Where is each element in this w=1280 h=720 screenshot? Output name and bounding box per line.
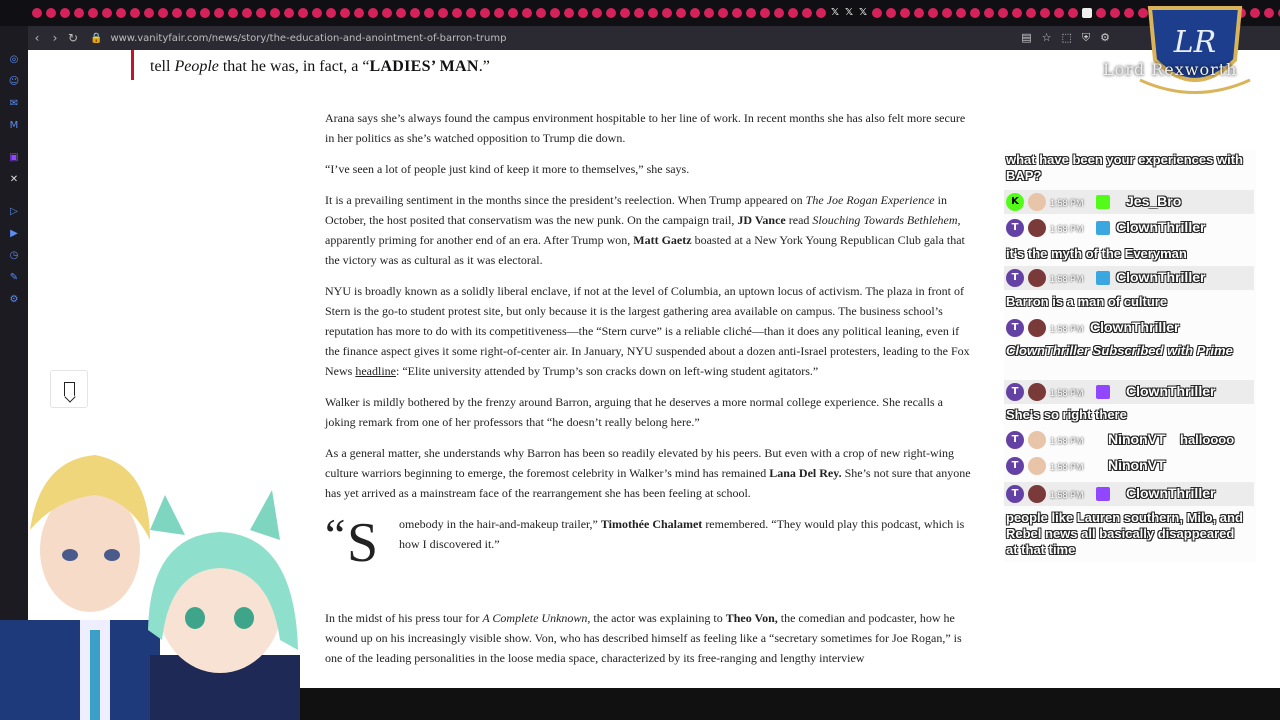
tab-favicon-icon[interactable] xyxy=(88,8,98,18)
paragraph: “I’ve seen a lot of people just kind of keep it more to themselves,” she says. xyxy=(325,162,690,176)
tab-favicon-icon[interactable] xyxy=(116,8,126,18)
tab-favicon-icon[interactable] xyxy=(1054,8,1064,18)
tab-favicon-icon[interactable] xyxy=(1096,8,1106,18)
tab-favicon-icon[interactable] xyxy=(228,8,238,18)
tab-favicon-icon[interactable] xyxy=(200,8,210,18)
twitch-icon: T xyxy=(1006,319,1024,337)
sidebar-twitch-icon[interactable]: ▣ xyxy=(9,152,19,163)
tab-favicon-icon[interactable] xyxy=(634,8,644,18)
tab-favicon-icon[interactable] xyxy=(998,8,1008,18)
tab-favicon-icon[interactable] xyxy=(368,8,378,18)
tab-favicon-icon[interactable] xyxy=(410,8,420,18)
tab-favicon-icon[interactable] xyxy=(508,8,518,18)
tab-favicon-icon[interactable] xyxy=(172,8,182,18)
chat-subscription-text: ClownThriller Subscribed with Prime xyxy=(1006,343,1233,358)
avatar xyxy=(1028,269,1046,287)
tab-favicon-icon[interactable] xyxy=(914,8,924,18)
chat-time: 1:58 PM xyxy=(1050,224,1084,234)
tab-favicon-icon[interactable] xyxy=(186,8,196,18)
avatar xyxy=(1028,383,1046,401)
blonde-avatar xyxy=(0,455,160,720)
paragraph: Arana says she’s always found the campus environment hospitable to her line of work. In recent months she has also felt more secure in her politics as she’s watched opposition to Trump die down. xyxy=(325,111,966,145)
avatar-ear xyxy=(150,495,185,535)
avatar xyxy=(1028,485,1046,503)
tab-favicon-icon[interactable] xyxy=(424,8,434,18)
stream-chat-overlay xyxy=(1004,150,1256,562)
twitch-icon: T xyxy=(1006,269,1024,287)
chat-username: ClownThriller xyxy=(1116,219,1206,235)
avatar-eye xyxy=(234,607,254,629)
vtuber-avatars xyxy=(0,440,310,720)
sidebar-media-icon[interactable]: ▷ xyxy=(10,206,18,217)
paragraph: In the midst of his press tour for A Complete Unknown, the actor was explaining to Theo Von, the comedian and podcaster, how he wound up on his increasingly visible show. Von, who has described himself as feeling like a “secretary sometimes for Joe Rogan,” is one of the leading personalities in the loose media space, characterized by its free-ranging and lengthy interview xyxy=(325,611,962,665)
green-hair-avatar xyxy=(148,490,300,720)
badge-icon xyxy=(1096,221,1110,235)
tab-favicon-icon[interactable] xyxy=(1082,8,1092,18)
twitch-icon: T xyxy=(1006,457,1024,475)
tab-favicon-icon[interactable] xyxy=(970,8,980,18)
chat-message xyxy=(1004,454,1254,478)
tab-favicon-icon[interactable] xyxy=(746,8,756,18)
chat-username: NinonVT xyxy=(1108,457,1166,473)
chat-text: it's the myth of the Everyman xyxy=(1006,246,1187,261)
tab-favicon-icon[interactable] xyxy=(606,8,616,18)
tab-favicon-icon[interactable] xyxy=(284,8,294,18)
badge-icon xyxy=(1096,487,1110,501)
extensions-icon[interactable]: ⚙ xyxy=(1100,31,1110,44)
tab-favicon-icon[interactable] xyxy=(32,8,42,18)
reader-view-icon[interactable]: ▤ xyxy=(1021,31,1032,44)
tab-favicon-icon[interactable] xyxy=(564,8,574,18)
badge-icon xyxy=(1096,385,1110,399)
avatar xyxy=(1028,457,1046,475)
tab-favicon-icon[interactable] xyxy=(690,8,700,18)
sidebar-web-icon[interactable]: ◎ xyxy=(9,54,19,65)
tab-favicon-icon[interactable] xyxy=(522,8,532,18)
tab-x-icon[interactable]: 𝕏 xyxy=(858,7,868,18)
chat-message xyxy=(1004,380,1254,404)
tab-favicon-icon[interactable] xyxy=(732,8,742,18)
chat-message xyxy=(1004,216,1254,240)
kick-icon: K xyxy=(1006,193,1024,211)
chat-message xyxy=(1004,266,1254,290)
tab-favicon-icon[interactable] xyxy=(270,8,280,18)
tab-favicon-icon[interactable] xyxy=(928,8,938,18)
back-icon[interactable]: ‹ xyxy=(34,31,40,45)
dropcap-quote-mark: “ xyxy=(325,509,346,560)
tab-favicon-icon[interactable] xyxy=(984,8,994,18)
tab-favicon-icon[interactable] xyxy=(1040,8,1050,18)
tab-favicon-icon[interactable] xyxy=(1110,8,1120,18)
toolbar-actions xyxy=(1021,31,1110,45)
tab-favicon-icon[interactable] xyxy=(872,8,882,18)
tab-favicon-icon[interactable] xyxy=(788,8,798,18)
tab-favicon-icon[interactable] xyxy=(102,8,112,18)
chat-question: what have been your experiences with BAP? xyxy=(1006,152,1243,183)
chat-username: ClownThriller xyxy=(1126,485,1216,501)
avatar-eye xyxy=(185,607,205,629)
chat-time: 1:58 PM xyxy=(1050,462,1084,472)
sidebar-bot-icon[interactable]: ☺ xyxy=(8,76,20,87)
sidebar-x-icon[interactable]: ✕ xyxy=(9,174,19,185)
tab-favicon-icon[interactable] xyxy=(130,8,140,18)
avatar xyxy=(1028,219,1046,237)
tab-favicon-icon[interactable] xyxy=(312,8,322,18)
tab-favicon-icon[interactable] xyxy=(74,8,84,18)
pull-quote: tell People that he was, in fact, a “LADIES’ MAN.” xyxy=(150,58,490,75)
chat-time: 1:58 PM xyxy=(1050,274,1084,284)
tab-favicon-icon[interactable] xyxy=(620,8,630,18)
tab-favicon-icon[interactable] xyxy=(676,8,686,18)
chat-username: ClownThriller xyxy=(1126,383,1216,399)
tab-favicon-icon[interactable] xyxy=(340,8,350,18)
chat-username: ClownThriller xyxy=(1116,269,1206,285)
tab-favicon-icon[interactable] xyxy=(382,8,392,18)
tab-favicon-icon[interactable] xyxy=(760,8,770,18)
tab-favicon-icon[interactable] xyxy=(46,8,56,18)
tab-favicon-icon[interactable] xyxy=(900,8,910,18)
tab-favicon-icon[interactable] xyxy=(956,8,966,18)
sidebar-history-icon[interactable]: ◷ xyxy=(9,250,19,261)
url-input[interactable]: www.vanityfair.com/news/story/the-education-and-anointment-of-barron-trump xyxy=(110,32,507,44)
tab-favicon-icon[interactable] xyxy=(242,8,252,18)
dropcap-quote xyxy=(325,509,975,584)
tab-favicon-icon[interactable] xyxy=(718,8,728,18)
tab-favicon-icon[interactable] xyxy=(662,8,672,18)
sidebar-settings-icon[interactable]: ⚙ xyxy=(9,294,19,305)
lock-icon[interactable]: 🔒 xyxy=(90,32,103,44)
avatar xyxy=(1028,319,1046,337)
tab-x-icon[interactable]: 𝕏 xyxy=(830,7,840,18)
sidebar-m-icon[interactable]: M xyxy=(9,120,19,131)
chat-message xyxy=(1004,316,1254,340)
tab-favicon-icon[interactable] xyxy=(326,8,336,18)
twitch-icon: T xyxy=(1006,219,1024,237)
chat-text: people like Lauren southern, Milo, and Rebel news all basically disappeared at that time xyxy=(1006,510,1243,557)
logo-monogram: LR xyxy=(1173,25,1217,60)
tab-strip[interactable] xyxy=(0,0,1280,26)
forward-icon[interactable]: › xyxy=(52,31,58,45)
dropcap-letter: S xyxy=(347,512,379,574)
twitch-icon: T xyxy=(1006,383,1024,401)
chat-time: 1:58 PM xyxy=(1050,490,1084,500)
headline-link[interactable]: headline xyxy=(355,364,396,378)
paragraph: As a general matter, she understands why Barron has been so readily elevated by his peers. But even with a crop of new right-wing culture warriors beginning to emerge, the foremost celebrity in Walker’s mind has remained Lana Del Rey. She’s not sure that anyone has yet arrived as a mainstream face of the rearrangement she has been feeling at school. xyxy=(325,446,971,500)
chat-message xyxy=(1004,482,1254,506)
tab-favicon-icon[interactable] xyxy=(578,8,588,18)
bookmark-icon xyxy=(64,382,75,396)
tab-favicon-icon[interactable] xyxy=(1026,8,1036,18)
dropcap-text: omebody in the hair-and-makeup trailer,” Timothée Chalamet remembered. “They would play this podcast, which is how I discovered it.” xyxy=(399,517,965,551)
chat-time: 1:58 PM xyxy=(1050,388,1084,398)
avatar-ear xyxy=(250,490,280,540)
article-body xyxy=(325,108,975,679)
avatar-eye xyxy=(62,549,78,561)
tab-favicon-icon[interactable] xyxy=(648,8,658,18)
sidebar-play-icon[interactable]: ▶ xyxy=(10,228,18,239)
avatar xyxy=(1028,193,1046,211)
tab-favicon-icon[interactable] xyxy=(816,8,826,18)
avatar-eye xyxy=(104,549,120,561)
save-article-button[interactable] xyxy=(50,370,88,408)
address-bar-row xyxy=(28,26,1280,50)
tab-favicon-icon[interactable] xyxy=(536,8,546,18)
sidebar-mail-icon[interactable]: ✉ xyxy=(9,98,19,109)
tab-favicon-icon[interactable] xyxy=(942,8,952,18)
tab-favicon-icon[interactable] xyxy=(592,8,602,18)
chat-time: 1:58 PM xyxy=(1050,436,1084,446)
tab-favicon-icon[interactable] xyxy=(1012,8,1022,18)
tab-favicon-icon[interactable] xyxy=(1068,8,1078,18)
chat-text: halloooo xyxy=(1180,432,1235,447)
chat-text: Barron is a man of culture xyxy=(1006,294,1168,309)
tab-favicon-icon[interactable] xyxy=(60,8,70,18)
paragraph: NYU is broadly known as a solidly liberal enclave, if not at the level of Columbia, an uptown locus of activism. The plaza in front of Stern is the go-to student protest site, but only because it is the largest gathering area available on campus. The business school’s reputation has more to do with its competitiveness—the “Stern curve” is a reliable cliché—than it does any political leaning, even if the finance aspect gives it some right-of-center air. In January, NYU suspended about a dozen anti-Israel protesters, leading to the Fox News headline: “Elite university attended by Trump’s son cracks down on left-wing student agitators.” xyxy=(325,284,970,378)
tab-favicon-icon[interactable] xyxy=(480,8,490,18)
chat-time: 1:58 PM xyxy=(1050,324,1084,334)
streamer-name: Lord Rexworth xyxy=(1103,60,1238,79)
tab-favicon-icon[interactable] xyxy=(298,8,308,18)
shield-icon[interactable]: ⛨ xyxy=(1081,31,1091,44)
chat-username: ClownThriller xyxy=(1090,319,1180,335)
tab-favicon-icon[interactable] xyxy=(452,8,462,18)
tab-favicon-icon[interactable] xyxy=(550,8,560,18)
chat-text: She's so right there xyxy=(1006,407,1127,422)
tab-favicon-icon[interactable] xyxy=(256,8,266,18)
chat-username: NinonVT xyxy=(1108,431,1166,447)
badge-icon xyxy=(1096,271,1110,285)
tab-favicon-icon[interactable] xyxy=(144,8,154,18)
tab-favicon-icon[interactable] xyxy=(396,8,406,18)
chat-time: 1:58 PM xyxy=(1050,198,1084,208)
pull-quote-rule xyxy=(131,50,134,80)
sidebar-notes-icon[interactable]: ✎ xyxy=(9,272,19,283)
avatar-tie xyxy=(90,630,100,720)
tab-favicon-icon[interactable] xyxy=(466,8,476,18)
tab-favicon-icon[interactable] xyxy=(704,8,714,18)
chat-username: Jes_Bro xyxy=(1126,193,1182,209)
badge-icon xyxy=(1096,195,1110,209)
paragraph: Walker is mildly bothered by the frenzy around Barron, arguing that he deserves a more normal college experience. She recalls a joking remark from one of her professors that “he doesn’t really belong here.” xyxy=(325,395,943,429)
tab-favicon-icon[interactable] xyxy=(214,8,224,18)
tab-favicon-icon[interactable] xyxy=(438,8,448,18)
tab-favicon-icon[interactable] xyxy=(802,8,812,18)
tab-favicon-icon[interactable] xyxy=(886,8,896,18)
screenshot-icon[interactable]: ⬚ xyxy=(1061,31,1072,44)
reload-icon[interactable]: ↻ xyxy=(67,31,79,45)
tab-favicon-icon[interactable] xyxy=(158,8,168,18)
twitch-icon: T xyxy=(1006,485,1024,503)
chat-message xyxy=(1004,428,1254,452)
tab-x-icon[interactable]: 𝕏 xyxy=(844,7,854,18)
paragraph: It is a prevailing sentiment in the months since the president’s reelection. When Trump appeared on The Joe Rogan Experience in October, the host posited that conservatism was the new punk. On the campaign trail, JD Vance read Slouching Towards Bethlehem, apparently priming for another end of an era. After Trump won, Matt Gaetz boasted at a New York Young Republican Club gala that the victory was as cultural as it was electoral. xyxy=(325,193,965,267)
bookmark-star-icon[interactable]: ☆ xyxy=(1041,31,1052,44)
tab-favicon-icon[interactable] xyxy=(774,8,784,18)
tab-favicon-icon[interactable] xyxy=(494,8,504,18)
twitch-icon: T xyxy=(1006,431,1024,449)
tab-favicon-icon[interactable] xyxy=(354,8,364,18)
avatar xyxy=(1028,431,1046,449)
streamer-logo xyxy=(1120,0,1270,110)
chat-message xyxy=(1004,190,1254,214)
